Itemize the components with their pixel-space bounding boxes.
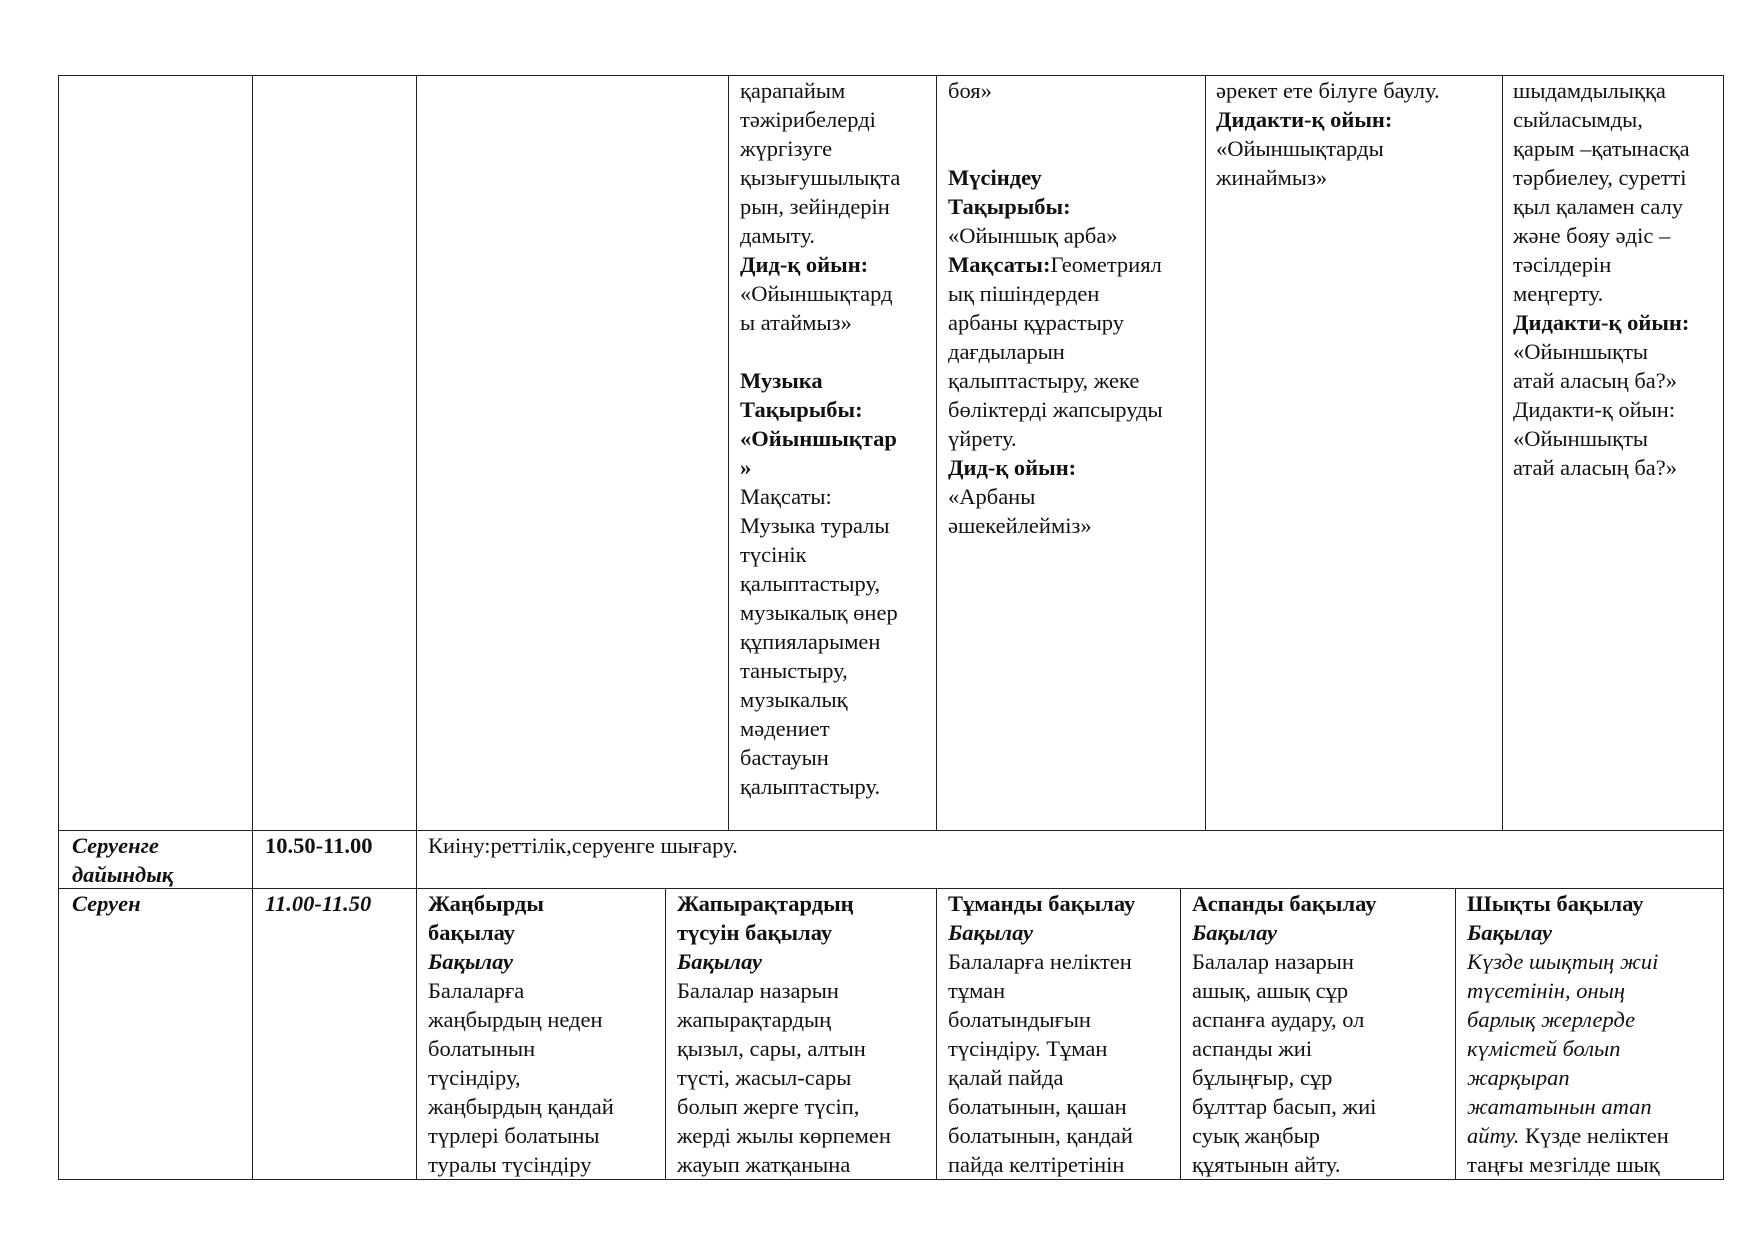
cell-line-text: атай аласың ба?» [1513,455,1678,480]
cell-line-text: тұман [948,978,1006,1003]
cell-line [740,163,934,192]
cell-line-text: Аспанды бақылау [1192,891,1377,916]
cell-line [740,424,934,453]
cell-line-text: музыкалық өнер [740,600,898,625]
cell-line [740,656,934,685]
cell-line [1513,424,1722,453]
cell-line-text: және бояу әдіс – [1513,223,1671,248]
cell-line-text: Бақылау [1192,920,1278,945]
cell-line [948,453,1203,482]
cell-line [428,1063,663,1092]
cell-line [677,918,934,947]
cell-line [1216,76,1500,105]
walk-tuesday-cell [677,889,934,1179]
cell-line [740,714,934,743]
cell-line-text: ық пішіндерден [948,281,1100,306]
cell-line-text: дағдыларын [948,339,1065,364]
cell-line [948,279,1203,308]
cell-line-text: «Ойыншықтард [740,281,893,306]
cell-line-text: » [740,455,752,480]
cell-line [948,511,1203,540]
cell-line-text: Мүсіндеу [948,165,1042,190]
cell-line [740,569,934,598]
cell-line [1467,976,1722,1005]
cell-line [677,1034,934,1063]
cell-line-text: Тақырыбы: [740,397,863,422]
cell-line-text: Күзде неліктен [1519,1123,1669,1148]
column-divider [936,75,937,830]
cell-line-text: Бақылау [1467,920,1553,945]
cell-line-text: әрекет ете білуге баулу. [1216,78,1440,103]
cell-line-text: арбаны құрастыру [948,310,1125,335]
cell-line-text: үйрету. [948,426,1017,451]
cell-line-text: болатынын, қандай [948,1123,1133,1148]
cell-line-text: түрлері болатыны [428,1123,600,1148]
top-friday-cell [1513,76,1722,828]
cell-line [677,947,934,976]
cell-line [740,453,934,482]
cell-line-text: бұлыңғыр, сұр [1192,1065,1333,1090]
walk-wednesday-cell [948,889,1178,1179]
cell-line [677,1063,934,1092]
cell-line [948,76,1203,105]
cell-line-text: туралы түсіндіру [428,1152,592,1177]
column-divider [1180,888,1181,1180]
cell-line-text: дамыту. [740,223,815,248]
cell-line-text: Дидакти-қ ойын: [1216,107,1393,132]
cell-line-text: Тұманды бақылау [948,891,1136,916]
cell-line [1467,947,1722,976]
walk-thursday-cell [1192,889,1453,1179]
cell-line-text: бұлттар басып, жиі [1192,1094,1377,1119]
cell-line [1192,918,1453,947]
cell-line [428,1150,663,1179]
column-divider [1502,75,1503,830]
cell-line-text: аспанды жиі [1192,1036,1313,1061]
cell-line [948,976,1178,1005]
cell-line-text: таныстыру, [740,658,848,683]
cell-line-text: күмістей болып [1467,1036,1621,1061]
cell-line [948,1092,1178,1121]
cell-line-text: болып жерге түсіп, [677,1094,860,1119]
cell-line-text: Музыка туралы [740,513,890,538]
cell-line-text: жүргізуге [740,136,833,161]
cell-line-text: құпияларымен [740,629,881,654]
cell-line [1513,337,1722,366]
cell-line [740,598,934,627]
cell-line-text: болатынын, қашан [948,1094,1127,1119]
cell-line [948,1150,1178,1179]
walk-time [265,889,415,929]
cell-line-text: «Ойыншық арба» [948,223,1118,248]
cell-line [1216,105,1500,134]
cell-line-text: жауып жатқанына [677,1152,851,1177]
cell-line-text: қыл қаламен салу [1513,194,1684,219]
cell-line-text: қалыптастыру. [740,774,881,799]
cell-line-text: боя» [948,78,992,103]
column-divider [936,888,937,1180]
column-divider [728,75,729,830]
cell-line [1467,1034,1722,1063]
cell-line-text: ы атаймыз» [740,310,852,335]
cell-line-text: қалай пайда [948,1065,1064,1090]
cell-line [740,685,934,714]
cell-line [1192,889,1453,918]
cell-line-text: Дид-қ ойын: [948,455,1077,480]
cell-line-text: жерді жылы көрпемен [677,1123,891,1148]
cell-line-text: қызыл, сары, алтын [677,1036,866,1061]
cell-line [740,482,934,511]
cell-line [428,918,663,947]
cell-line-text: Жаңбырды [428,891,544,916]
cell-line [948,424,1203,453]
cell-line-text: жинаймыз» [1216,165,1328,190]
top-wednesday-cell [948,76,1203,828]
cell-line-text: түсінік [740,542,807,567]
cell-line-text: Шықты бақылау [1467,891,1644,916]
cell-line-text: жататынын атап [1467,1094,1652,1119]
cell-line [1513,395,1722,424]
cell-line-text: айту. [1467,1123,1520,1148]
walk-label-text: Серуен [72,891,141,916]
cell-line [428,976,663,1005]
cell-line-text: пайда келтіретінін [948,1152,1125,1177]
cell-line-text: Жапырақтардың [677,891,854,916]
cell-line-text: Бақылау [948,920,1034,945]
cell-line [428,1121,663,1150]
cell-line-text: Дидакти-қ ойын: [1513,397,1676,422]
cell-line-text: Балалар назарын [677,978,839,1003]
prep-activity [428,831,1718,887]
cell-line [948,221,1203,250]
cell-line [1513,250,1722,279]
cell-line [428,947,663,976]
cell-line-text: бақылау [428,920,516,945]
cell-line [1513,366,1722,395]
prep-label [72,831,250,887]
cell-line [1192,1150,1453,1179]
prep-time-text: 10.50-11.00 [265,833,373,858]
cell-line [677,889,934,918]
cell-line [1192,1034,1453,1063]
cell-line-text: түсіндіру, [428,1065,521,1090]
column-divider [1455,888,1456,1180]
cell-line-text: сыйласымды, [1513,107,1643,132]
cell-line [740,105,934,134]
cell-line [948,1063,1178,1092]
cell-line-text: Дидакти-қ ойын: [1513,310,1690,335]
cell-line-text: түсуін бақылау [677,920,833,945]
top-tuesday-cell [740,76,934,828]
prep-label-line: Серуенге [72,833,159,858]
cell-line-text: түсті, жасыл-сары [677,1065,852,1090]
cell-line-text: барлық жерлерде [1467,1007,1636,1032]
cell-line [948,889,1178,918]
cell-line [1513,76,1722,105]
cell-line [677,976,934,1005]
cell-line-text: әшекейлейміз» [948,513,1092,538]
cell-line [948,1121,1178,1150]
cell-line-text: «Арбаны [948,484,1036,509]
cell-line [1192,947,1453,976]
cell-line [740,366,934,395]
cell-line [1192,1005,1453,1034]
top-thursday-cell [1216,76,1500,828]
cell-line-text: суық жаңбыр [1192,1123,1321,1148]
cell-line-text: Мақсаты: [740,484,832,509]
cell-line [948,395,1203,424]
cell-line [1467,1063,1722,1092]
cell-line-text: музыкалық [740,687,848,712]
cell-line-text: Дид-қ ойын: [740,252,869,277]
cell-line-text: таңғы мезгілде шық [1467,1152,1660,1177]
cell-line [740,221,934,250]
cell-line [428,889,663,918]
cell-line [740,772,934,801]
cell-line-text: «Ойыншықты [1513,426,1649,451]
cell-line [1513,192,1722,221]
cell-line-text: ашық, ашық сұр [1192,978,1349,1003]
cell-line [740,511,934,540]
cell-line [1192,976,1453,1005]
cell-line-text: Музыка [740,368,823,393]
column-divider [665,888,666,1180]
cell-line [740,76,934,105]
cell-line [1513,134,1722,163]
cell-line-text: Балаларға [428,978,525,1003]
cell-line [1216,163,1500,192]
cell-line-text: Бақылау [677,949,763,974]
cell-line [677,1005,934,1034]
prep-label-line: дайындық [72,862,174,887]
cell-line-text: болатынын [428,1036,536,1061]
cell-line [1513,453,1722,482]
cell-line [740,250,934,279]
cell-line [1467,1150,1722,1179]
cell-line-text: мәдениет [740,716,830,741]
cell-line [1216,134,1500,163]
cell-line-text: жаңбырдың қандай [428,1094,614,1119]
cell-line [1467,1121,1722,1150]
cell-line [677,1092,934,1121]
cell-line-text: тәсілдерін [1513,252,1612,277]
cell-line-text: меңгерту. [1513,281,1604,306]
cell-line [948,308,1203,337]
prep-activity-text: Киіну:реттілік,серуенге шығару. [428,833,738,858]
cell-line-text: қарапайым [740,78,846,103]
cell-line-text: рын, зейіндерін [740,194,890,219]
cell-line [948,163,1203,192]
cell-line-text: жарқырап [1467,1065,1570,1090]
cell-line [428,1005,663,1034]
cell-line-text: «Ойыншықты [1513,339,1649,364]
cell-line [948,947,1178,976]
column-divider [416,75,417,1180]
cell-line [1467,889,1722,918]
cell-line [948,134,1203,163]
cell-line-text: Мақсаты: [948,252,1051,277]
cell-line-text: Тақырыбы: [948,194,1071,219]
cell-line [1513,163,1722,192]
cell-line-text: шыдамдылыққа [1513,78,1666,103]
cell-line-text: тәрбиелеу, суретті [1513,165,1687,190]
cell-line [740,134,934,163]
cell-line [740,192,934,221]
cell-line [1467,1092,1722,1121]
walk-time-text: 11.00-11.50 [265,891,372,916]
cell-line [948,366,1203,395]
cell-line-text: Балалар назарын [1192,949,1354,974]
cell-line [740,540,934,569]
walk-label [72,889,250,929]
cell-line [1513,105,1722,134]
cell-line [1467,1005,1722,1034]
cell-line [677,1121,934,1150]
cell-line-text: «Ойыншықтарды [1216,136,1384,161]
column-divider [252,75,253,1180]
cell-line-text: болатындығын [948,1007,1091,1032]
cell-line-text: қарым –қатынасқа [1513,136,1690,161]
cell-line [1192,1063,1453,1092]
cell-line [677,1150,934,1179]
walk-friday-cell [1467,889,1722,1179]
cell-line-text: Балаларға неліктен [948,949,1132,974]
cell-line [740,308,934,337]
cell-line [948,482,1203,511]
cell-line-text: тәжірибелерді [740,107,876,132]
cell-line [1192,1092,1453,1121]
cell-line [740,337,934,366]
cell-line-text: жаңбырдың неден [428,1007,603,1032]
cell-line [948,1005,1178,1034]
cell-line-text: жапырақтардың [677,1007,832,1032]
cell-line-text: Геометриял [1050,252,1162,277]
cell-line [740,627,934,656]
cell-line-text: бөліктерді жапсыруды [948,397,1163,422]
cell-line-text: түсетінін, оның [1467,978,1626,1003]
cell-line-text: қалыптастыру, [740,571,881,596]
cell-line-text: аспанға аудару, ол [1192,1007,1365,1032]
cell-line [740,279,934,308]
cell-line [1513,221,1722,250]
prep-time [265,831,415,887]
walk-monday-cell [428,889,663,1179]
cell-line [948,192,1203,221]
cell-line-text: қалыптастыру, жеке [948,368,1140,393]
cell-line-text: Күзде шықтың жиі [1467,949,1659,974]
column-divider [1205,75,1206,830]
cell-line [948,250,1203,279]
cell-line [428,1092,663,1121]
cell-line [740,395,934,424]
cell-line-text: атай аласың ба?» [1513,368,1678,393]
cell-line [1513,279,1722,308]
cell-line [948,1034,1178,1063]
cell-line [948,918,1178,947]
cell-line-text: құятынын айту. [1192,1152,1341,1177]
cell-line [1513,308,1722,337]
cell-line [948,337,1203,366]
cell-line [1192,1121,1453,1150]
cell-line [740,743,934,772]
cell-line-text: Бақылау [428,949,514,974]
cell-line [428,1034,663,1063]
cell-line-text: қызығушылықта [740,165,901,190]
cell-line-text: бастауын [740,745,829,770]
cell-line-text: «Ойыншықтар [740,426,897,451]
cell-line-text: түсіндіру. Тұман [948,1036,1108,1061]
cell-line [948,105,1203,134]
cell-line [1467,918,1722,947]
